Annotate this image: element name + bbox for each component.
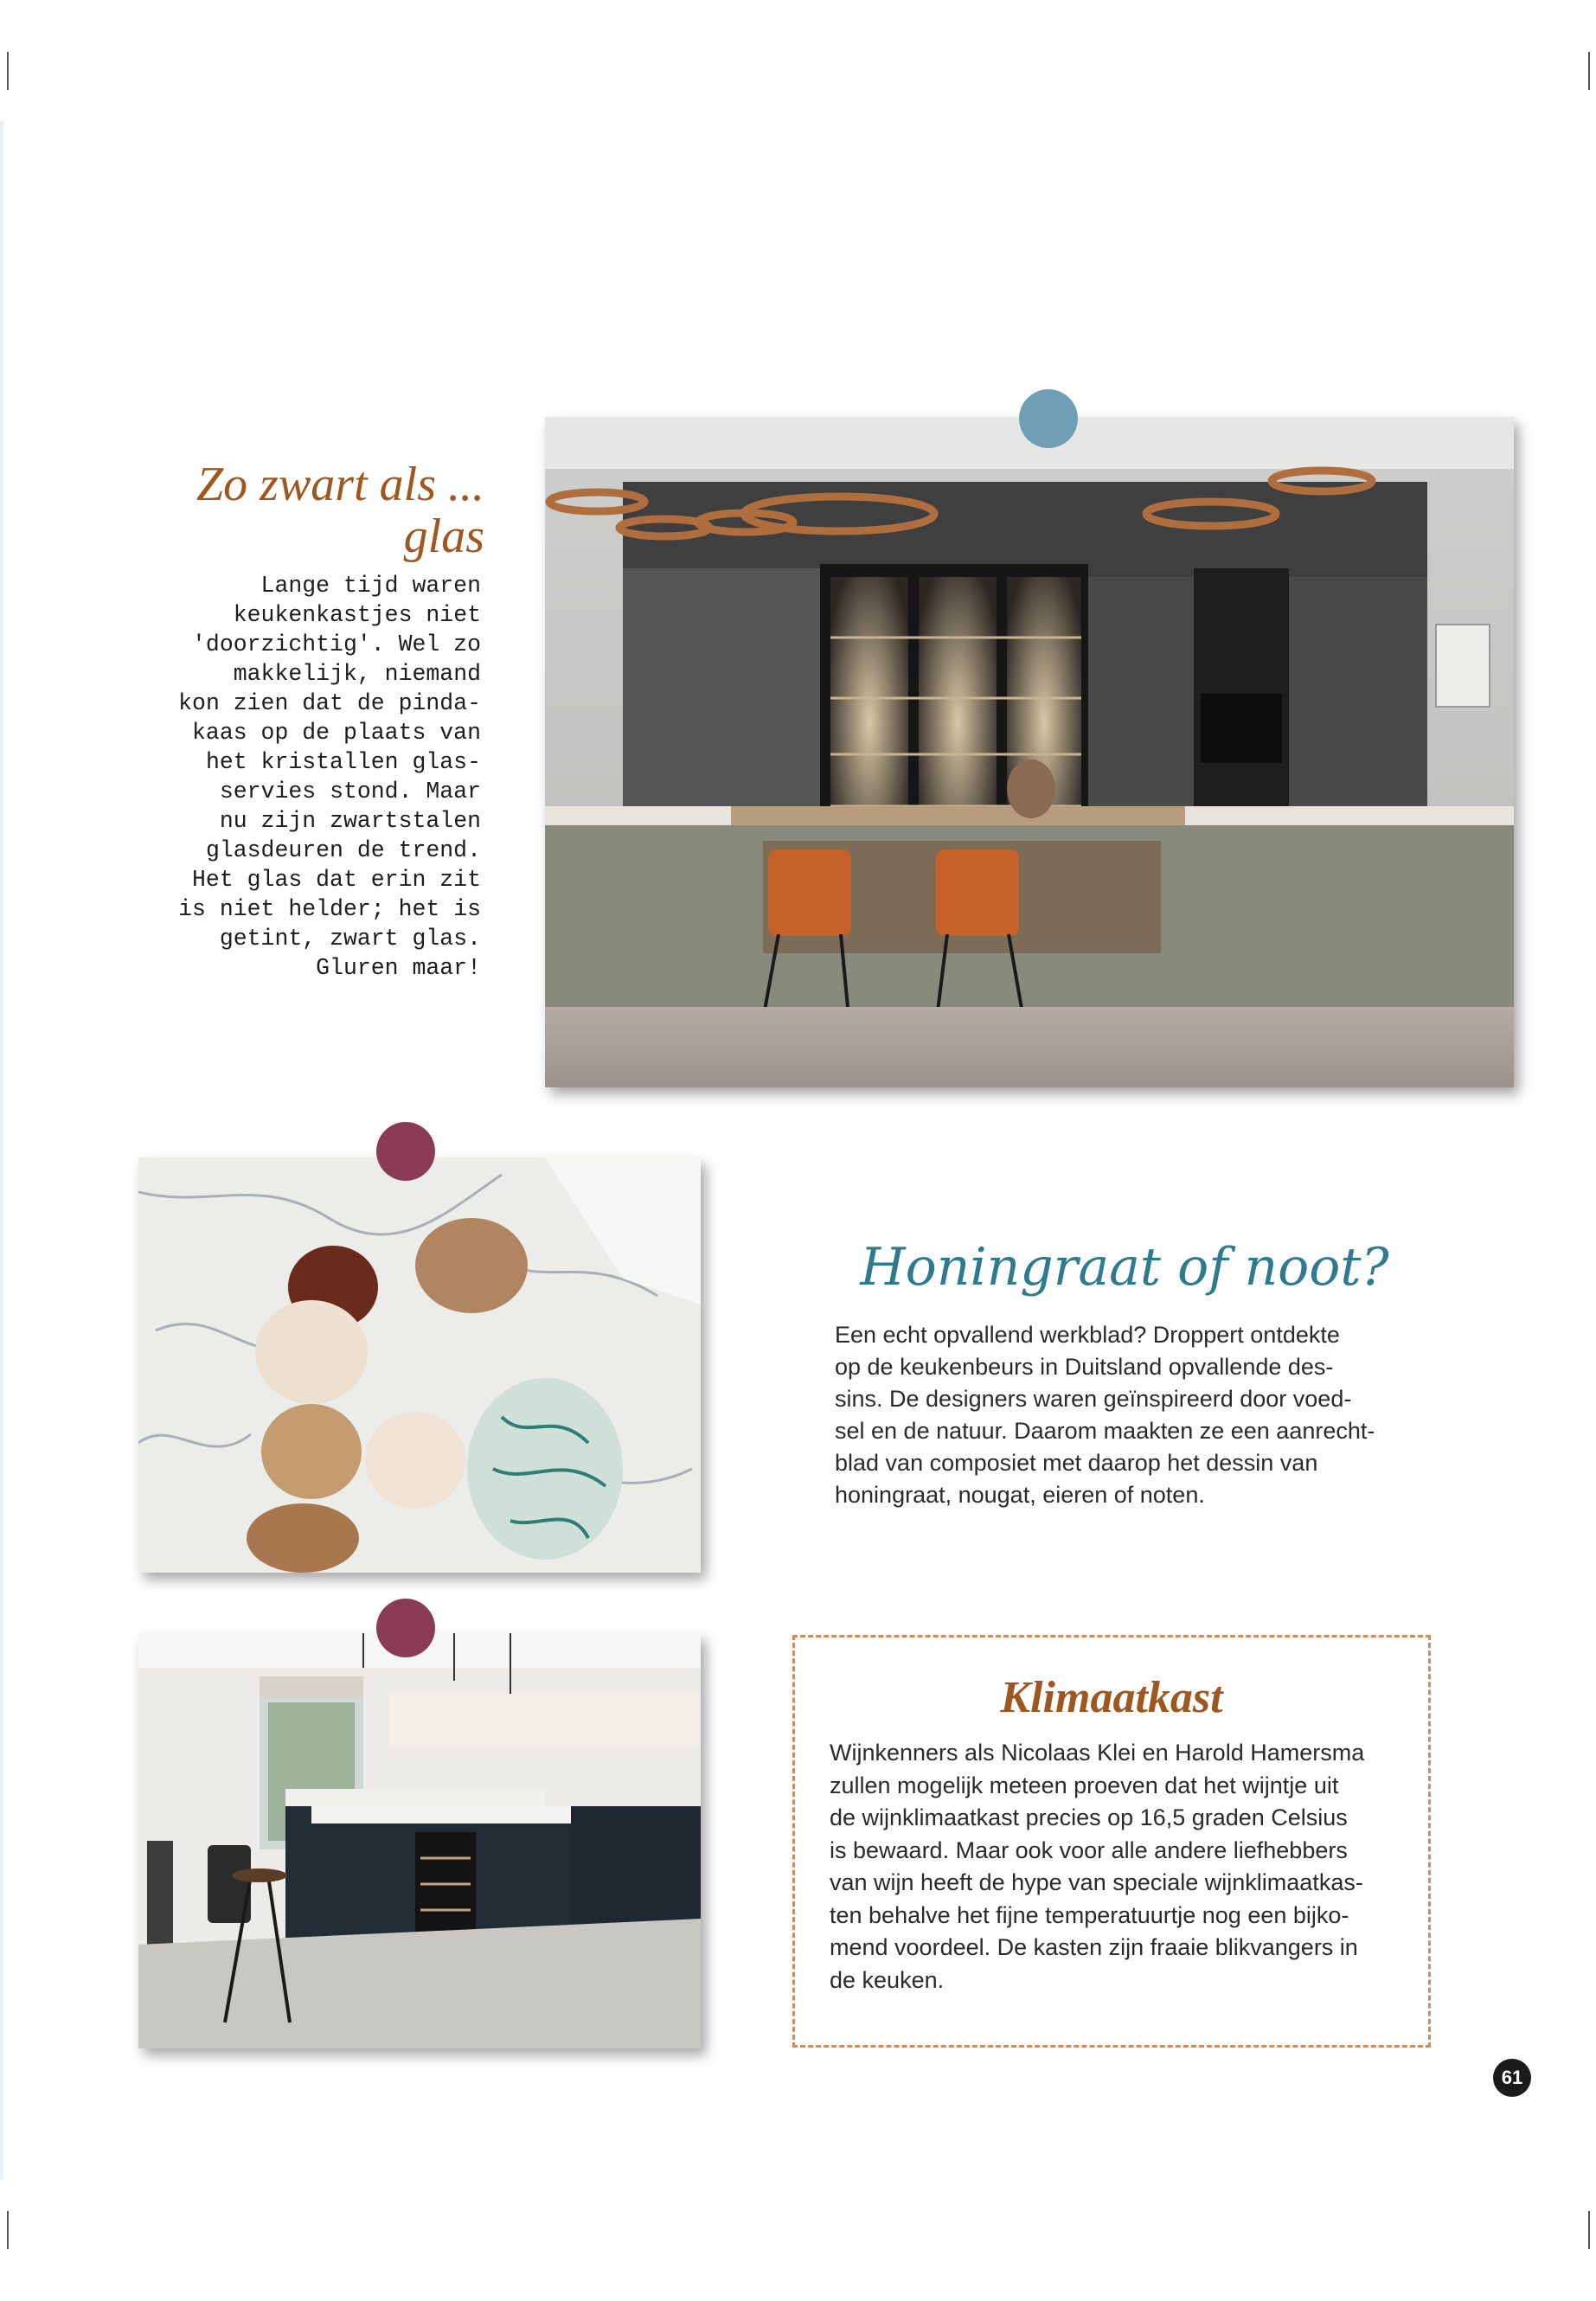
crop-mark-bottom-left: [7, 2211, 9, 2249]
body-line: sel en de natuur. Daarom maakten ze een aanrecht-: [835, 1418, 1375, 1444]
body-line: mend voordeel. De kasten zijn fraaie blikvangers in: [830, 1934, 1358, 1960]
body-line: ten behalve het fijne temperatuurtje nog een bijko-: [830, 1901, 1349, 1928]
body-line: kon zien dat de pinda-: [178, 690, 481, 716]
title-line-1: Zo zwart als ...: [196, 458, 484, 511]
wine-climate-kitchen-photo: [138, 1633, 701, 2048]
body-line: glasdeuren de trend.: [205, 837, 481, 863]
page-number: 61: [1493, 2059, 1531, 2097]
accent-dot-plum: [376, 1599, 435, 1657]
section-glass-body: [147, 571, 481, 983]
body-line: Gluren maar!: [316, 955, 481, 981]
body-line: is niet helder; het is: [178, 896, 481, 922]
body-line: servies stond. Maar: [219, 779, 481, 804]
crop-mark-bottom-right: [1588, 2211, 1590, 2249]
accent-dot-plum: [376, 1122, 435, 1181]
body-line: sins. De designers waren geïnspireerd door voed-: [835, 1386, 1352, 1412]
section-honeycomb-title: Honingraat of noot?: [860, 1237, 1389, 1298]
body-line: honingraat, nougat, eieren of noten.: [835, 1482, 1205, 1508]
body-line: de wijnklimaatkast precies op 16,5 graden Celsius: [830, 1804, 1348, 1830]
body-line: Wijnkenners als Nicolaas Klei en Harold Hamersma: [830, 1740, 1365, 1766]
body-line: getint, zwart glas.: [219, 926, 481, 952]
section-glass-title: [138, 458, 484, 562]
body-line: Het glas dat erin zit: [192, 867, 481, 893]
body-line: is bewaard. Maar ook voor alle andere liefhebbers: [830, 1836, 1348, 1863]
body-line: het kristallen glas-: [205, 749, 481, 775]
accent-dot-blue: [1019, 389, 1078, 448]
body-line: nu zijn zwartstalen: [219, 808, 481, 834]
title-line-2: glas: [403, 510, 484, 563]
body-line: op de keukenbeurs in Duitsland opvallende des-: [835, 1354, 1334, 1380]
body-line: de keuken.: [830, 1966, 945, 1993]
body-line: makkelijk, niemand: [233, 661, 481, 687]
body-line: Een echt opvallend werkblad? Droppert ontdekte: [835, 1322, 1340, 1348]
kitchen-glass-doors-photo: [545, 417, 1514, 1087]
body-line: Lange tijd waren: [260, 573, 481, 599]
body-line: zullen mogelijk meteen proeven dat het wijntje uit: [830, 1772, 1339, 1798]
crop-mark-top-right: [1588, 52, 1590, 90]
body-line: keukenkastjes niet: [233, 602, 481, 628]
crop-mark-top-left: [7, 52, 9, 90]
body-line: kaas op de plaats van: [192, 720, 481, 746]
section-climate-title: Klimaatkast: [1000, 1673, 1223, 1722]
body-line: van wijn heeft de hype van speciale wijnklimaatkas-: [830, 1869, 1363, 1895]
section-honeycomb-body: [835, 1319, 1414, 1511]
marble-eggs-worktop-photo: [138, 1157, 701, 1573]
body-line: blad van composiet met daarop het dessin van: [835, 1450, 1318, 1476]
climate-section-box: [792, 1635, 1431, 2048]
section-climate-body: [830, 1737, 1409, 1997]
body-line: 'doorzichtig'. Wel zo: [192, 631, 481, 657]
bleed-edge: [0, 121, 3, 2180]
